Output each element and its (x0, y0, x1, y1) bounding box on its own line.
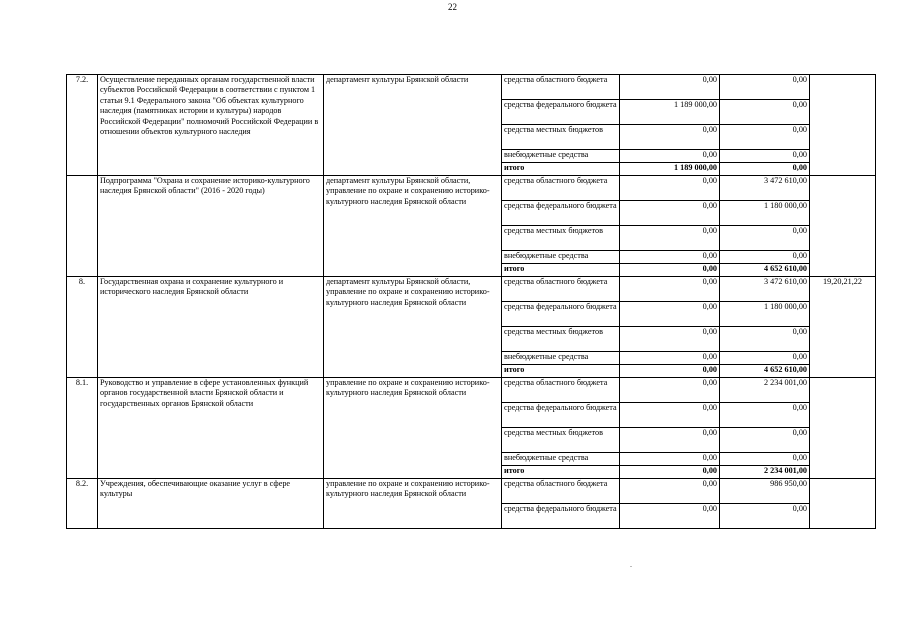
amount-year-1: 0,00 (620, 264, 720, 277)
item-number: 8.2. (67, 479, 98, 529)
funding-source: средства федерального бюджета (502, 100, 620, 125)
item-name: Осуществление переданных органам государственной власти субъектов Российской Федерации в соответствии с пунктом 1 статьи 9.1 Федерального закона "Об объектах культурного наследия (памятниках истории и культуры) народов Российской Федерации" полномочий Российской Федерации в отношении объектов культурного наследия (98, 75, 324, 176)
amount-year-1: 0,00 (620, 226, 720, 251)
amount-year-2: 2 234 001,00 (720, 378, 810, 403)
funding-source: средства местных бюджетов (502, 428, 620, 453)
table-row (67, 176, 876, 201)
table-row (67, 479, 876, 504)
amount-year-1: 1 189 000,00 (620, 163, 720, 176)
item-number: 8. (67, 277, 98, 378)
amount-year-2: 986 950,00 (720, 479, 810, 504)
amount-year-2: 3 472 610,00 (720, 277, 810, 302)
amount-year-1: 0,00 (620, 125, 720, 150)
amount-year-1: 0,00 (620, 352, 720, 365)
indicator-ref (810, 176, 876, 277)
amount-year-1: 0,00 (620, 504, 720, 529)
funding-source: средства федерального бюджета (502, 302, 620, 327)
amount-year-2: 3 472 610,00 (720, 176, 810, 201)
item-executor: департамент культуры Брянской области (324, 75, 502, 176)
amount-year-2: 0,00 (720, 125, 810, 150)
scan-speck (630, 566, 632, 567)
item-number (67, 176, 98, 277)
page-number: 22 (448, 2, 457, 12)
amount-year-1: 0,00 (620, 277, 720, 302)
indicator-ref (810, 75, 876, 176)
funding-source: итого (502, 466, 620, 479)
item-name: Учреждения, обеспечивающие оказание услуг в сфере культуры (98, 479, 324, 529)
indicator-ref (810, 378, 876, 479)
funding-source: средства федерального бюджета (502, 201, 620, 226)
amount-year-1: 1 189 000,00 (620, 100, 720, 125)
amount-year-1: 0,00 (620, 466, 720, 479)
amount-year-2: 0,00 (720, 75, 810, 100)
amount-year-1: 0,00 (620, 251, 720, 264)
item-executor: управление по охране и сохранению историко-культурного наследия Брянской области (324, 378, 502, 479)
item-number: 7.2. (67, 75, 98, 176)
amount-year-2: 0,00 (720, 352, 810, 365)
funding-source: внебюджетные средства (502, 150, 620, 163)
indicator-ref: 19,20,21,22 (810, 277, 876, 378)
amount-year-1: 0,00 (620, 302, 720, 327)
amount-year-1: 0,00 (620, 453, 720, 466)
item-executor: департамент культуры Брянской области, управление по охране и сохранению историко-культурного наследия Брянской области (324, 277, 502, 378)
item-executor: департамент культуры Брянской области, управление по охране и сохранению историко-культурного наследия Брянской области (324, 176, 502, 277)
item-number: 8.1. (67, 378, 98, 479)
funding-source: средства местных бюджетов (502, 125, 620, 150)
funding-source: средства областного бюджета (502, 75, 620, 100)
amount-year-2: 0,00 (720, 163, 810, 176)
amount-year-2: 4 652 610,00 (720, 264, 810, 277)
funding-source: внебюджетные средства (502, 352, 620, 365)
funding-source: внебюджетные средства (502, 453, 620, 466)
funding-source: средства областного бюджета (502, 176, 620, 201)
table-row (67, 277, 876, 302)
funding-source: средства местных бюджетов (502, 327, 620, 352)
amount-year-1: 0,00 (620, 365, 720, 378)
amount-year-2: 0,00 (720, 150, 810, 163)
amount-year-2: 0,00 (720, 428, 810, 453)
item-name: Подпрограмма "Охрана и сохранение историко-культурного наследия Брянской области" (2016 - 2020 годы) (98, 176, 324, 277)
funding-source: средства местных бюджетов (502, 226, 620, 251)
funding-source: средства областного бюджета (502, 277, 620, 302)
item-executor: управление по охране и сохранению историко-культурного наследия Брянской области (324, 479, 502, 529)
amount-year-2: 1 180 000,00 (720, 302, 810, 327)
indicator-ref (810, 479, 876, 529)
amount-year-2: 0,00 (720, 226, 810, 251)
table-row (67, 75, 876, 100)
amount-year-1: 0,00 (620, 327, 720, 352)
amount-year-1: 0,00 (620, 176, 720, 201)
amount-year-2: 0,00 (720, 504, 810, 529)
amount-year-1: 0,00 (620, 428, 720, 453)
item-name: Государственная охрана и сохранение культурного и исторического наследия Брянской области (98, 277, 324, 378)
amount-year-1: 0,00 (620, 479, 720, 504)
funding-source: итого (502, 163, 620, 176)
funding-source: средства федерального бюджета (502, 504, 620, 529)
amount-year-2: 0,00 (720, 100, 810, 125)
item-name: Руководство и управление в сфере установленных функций органов государственной власти Брянской области и государственных органов Брянской области (98, 378, 324, 479)
funding-source: итого (502, 365, 620, 378)
funding-source: средства федерального бюджета (502, 403, 620, 428)
amount-year-2: 2 234 001,00 (720, 466, 810, 479)
amount-year-1: 0,00 (620, 150, 720, 163)
funding-source: итого (502, 264, 620, 277)
amount-year-2: 0,00 (720, 327, 810, 352)
amount-year-1: 0,00 (620, 403, 720, 428)
amount-year-1: 0,00 (620, 378, 720, 403)
amount-year-1: 0,00 (620, 201, 720, 226)
amount-year-2: 4 652 610,00 (720, 365, 810, 378)
funding-source: средства областного бюджета (502, 479, 620, 504)
amount-year-1: 0,00 (620, 75, 720, 100)
funding-source: внебюджетные средства (502, 251, 620, 264)
funding-source: средства областного бюджета (502, 378, 620, 403)
amount-year-2: 0,00 (720, 453, 810, 466)
budget-table (66, 74, 876, 529)
amount-year-2: 1 180 000,00 (720, 201, 810, 226)
table-row (67, 378, 876, 403)
amount-year-2: 0,00 (720, 403, 810, 428)
amount-year-2: 0,00 (720, 251, 810, 264)
